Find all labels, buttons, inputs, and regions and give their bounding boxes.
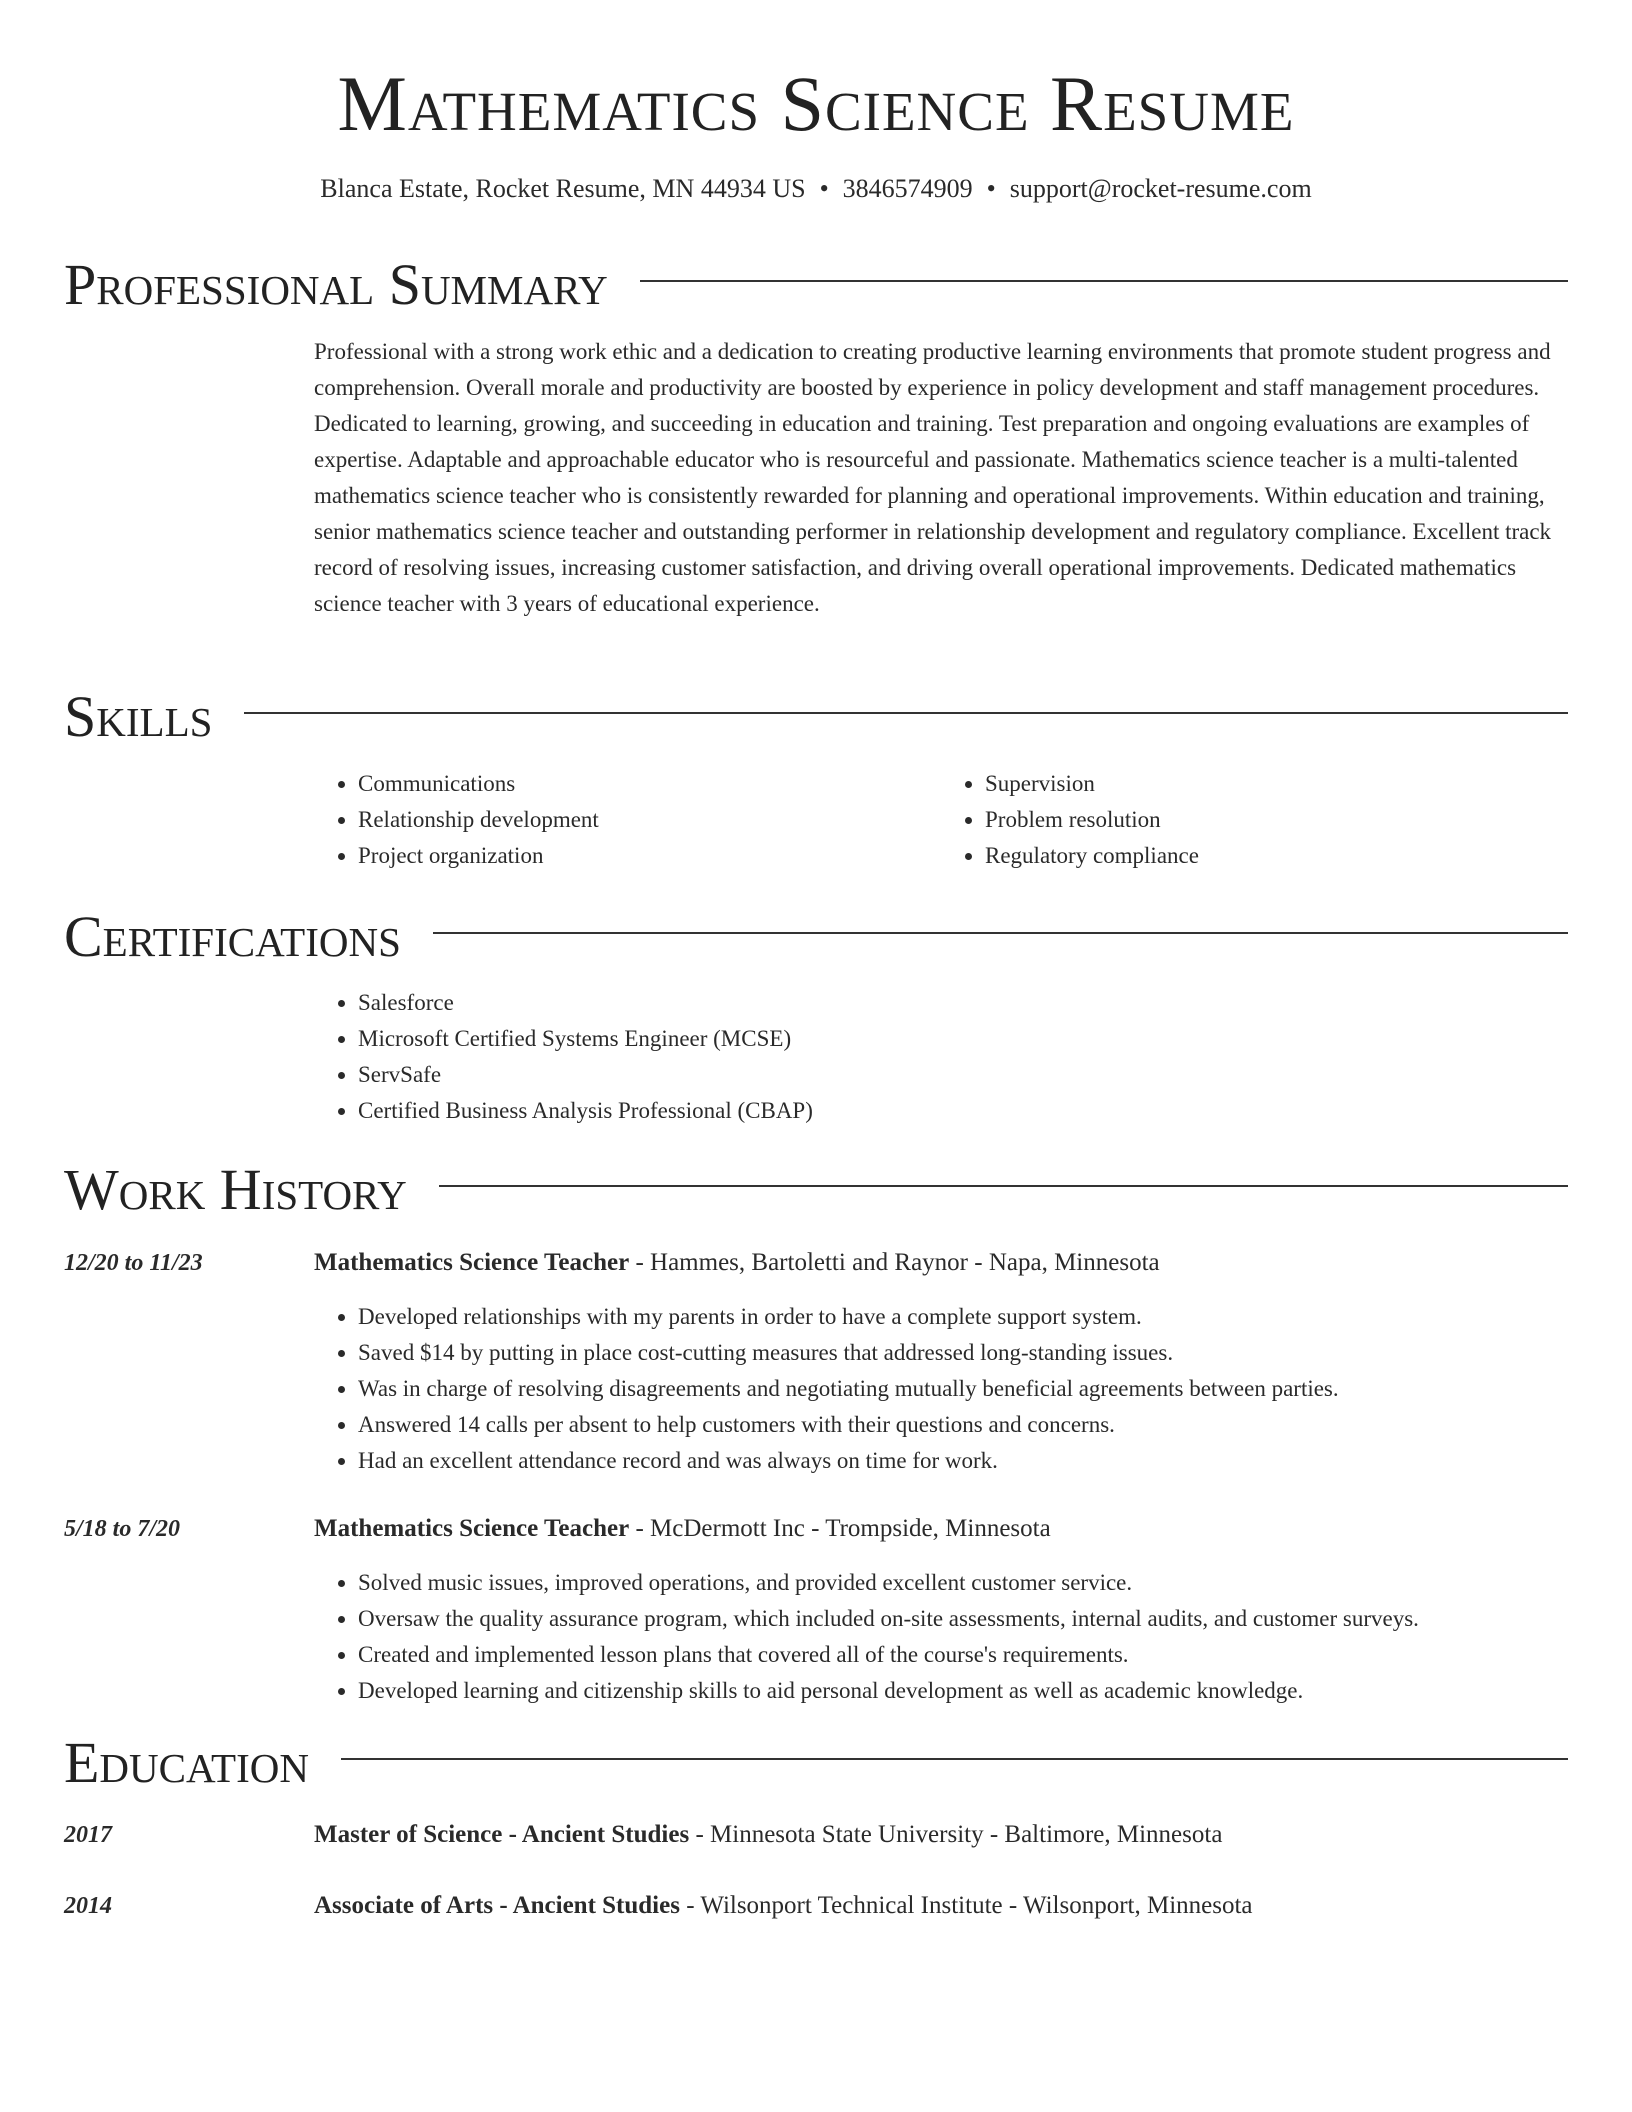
work-history-heading xyxy=(64,1155,1568,1225)
skill-item: • Regulatory compliance xyxy=(985,838,1568,874)
education-school: - Wilsonport Technical Institute - Wilsonport, Minnesota xyxy=(679,1892,1253,1919)
certifications-heading-text: Certifications xyxy=(64,904,401,969)
job-dates: 5/18 to 7/20 xyxy=(64,1516,181,1542)
job-bullet: • Oversaw the quality assurance program, which included on-site assessments, internal audits, and customer surveys. xyxy=(358,1601,1568,1637)
skill-item: • Supervision xyxy=(985,766,1568,802)
job-bullet: • Answered 14 calls per absent to help customers with their questions and concerns. xyxy=(358,1407,1568,1443)
education-heading xyxy=(64,1728,1568,1798)
contact-address: Blanca Estate, Rocket Resume, MN 44934 US xyxy=(320,174,806,203)
job-bullet: • Saved $14 by putting in place cost-cutting measures that addressed long-standing issues. xyxy=(358,1335,1568,1371)
job-bullet: • Solved music issues, improved operations, and provided excellent customer service. xyxy=(358,1565,1568,1601)
education-header xyxy=(314,1888,1568,1924)
skill-item: • Problem resolution xyxy=(985,802,1568,838)
section-divider xyxy=(433,932,1568,934)
certifications-heading xyxy=(64,902,1568,972)
certification-item: • Certified Business Analysis Professional (CBAP) xyxy=(358,1093,1568,1129)
certification-item: • Salesforce xyxy=(358,985,1568,1021)
skills-heading xyxy=(64,682,1568,752)
skills-column-left xyxy=(314,766,941,874)
job-bullets xyxy=(314,1565,1568,1709)
education-heading-text: Education xyxy=(64,1730,309,1795)
contact-phone: 3846574909 xyxy=(842,174,973,203)
education-year: 2014 xyxy=(64,1893,112,1919)
education-degree: Associate of Arts - Ancient Studies xyxy=(314,1892,680,1919)
section-divider xyxy=(439,1185,1568,1187)
certification-item: • Microsoft Certified Systems Engineer (MCSE) xyxy=(358,1021,1568,1057)
skills-heading-text: Skills xyxy=(64,684,213,749)
skills-column-right xyxy=(941,766,1568,874)
job-header xyxy=(314,1245,1568,1281)
education-year: 2017 xyxy=(64,1822,112,1848)
education-school: - Minnesota State University - Baltimore, Minnesota xyxy=(689,1821,1223,1848)
job-header xyxy=(314,1511,1568,1547)
job-bullet: • Developed learning and citizenship skills to aid personal development as well as academic knowledge. xyxy=(358,1673,1568,1709)
summary-heading xyxy=(64,250,1568,320)
job-title: Mathematics Science Teacher xyxy=(314,1515,630,1542)
certification-item: • ServSafe xyxy=(358,1057,1568,1093)
contact-line xyxy=(64,172,1568,206)
skill-item: • Relationship development xyxy=(358,802,941,838)
skill-item: • Communications xyxy=(358,766,941,802)
resume-title: Mathematics Science Resume xyxy=(337,60,1295,147)
section-divider xyxy=(244,712,1568,714)
skill-item: • Project organization xyxy=(358,838,941,874)
summary-heading-text: Professional Summary xyxy=(64,252,608,317)
job-bullets xyxy=(314,1299,1568,1479)
job-employer: - McDermott Inc - Trompside, Minnesota xyxy=(629,1515,1051,1542)
section-divider xyxy=(341,1758,1568,1760)
job-dates: 12/20 to 11/23 xyxy=(64,1250,203,1276)
contact-separator: • xyxy=(986,174,996,203)
certifications-list xyxy=(314,985,1568,1129)
skills-list xyxy=(314,766,1568,874)
job-employer: - Hammes, Bartoletti and Raynor - Napa, Minnesota xyxy=(629,1249,1160,1276)
job-title: Mathematics Science Teacher xyxy=(314,1249,630,1276)
contact-separator: • xyxy=(819,174,829,203)
contact-email: support@rocket-resume.com xyxy=(1009,174,1312,203)
summary-text: Professional with a strong work ethic and a dedication to creating productive learning environments that promote student progress and comprehension. Overall morale and productivity are boosted by experience in policy development and staff management procedures. Dedicated to learning, growing, and succeeding in education and training. Test preparation and ongoing evaluations are examples of expertise. Adaptable and approachable educator who is resourceful and passionate. Mathematics science teacher is a multi-talented mathematics science teacher who is consistently rewarded for planning and operational improvements. Within education and training, senior mathematics science teacher and outstanding performer in relationship development and regulatory compliance. Excellent track record of resolving issues, increasing customer satisfaction, and driving overall operational improvements. Dedicated mathematics science teacher with 3 years of educational experience. xyxy=(314,339,1552,616)
education-header xyxy=(314,1817,1568,1853)
job-bullet: • Created and implemented lesson plans that covered all of the course's requirements. xyxy=(358,1637,1568,1673)
job-bullet: • Had an excellent attendance record and was always on time for work. xyxy=(358,1443,1568,1479)
education-degree: Master of Science - Ancient Studies xyxy=(314,1821,690,1848)
section-divider xyxy=(640,280,1568,282)
job-bullet: • Was in charge of resolving disagreements and negotiating mutually beneficial agreements between parties. xyxy=(358,1371,1568,1407)
job-bullet: • Developed relationships with my parents in order to have a complete support system. xyxy=(358,1299,1568,1335)
work-history-heading-text: Work History xyxy=(64,1157,407,1222)
